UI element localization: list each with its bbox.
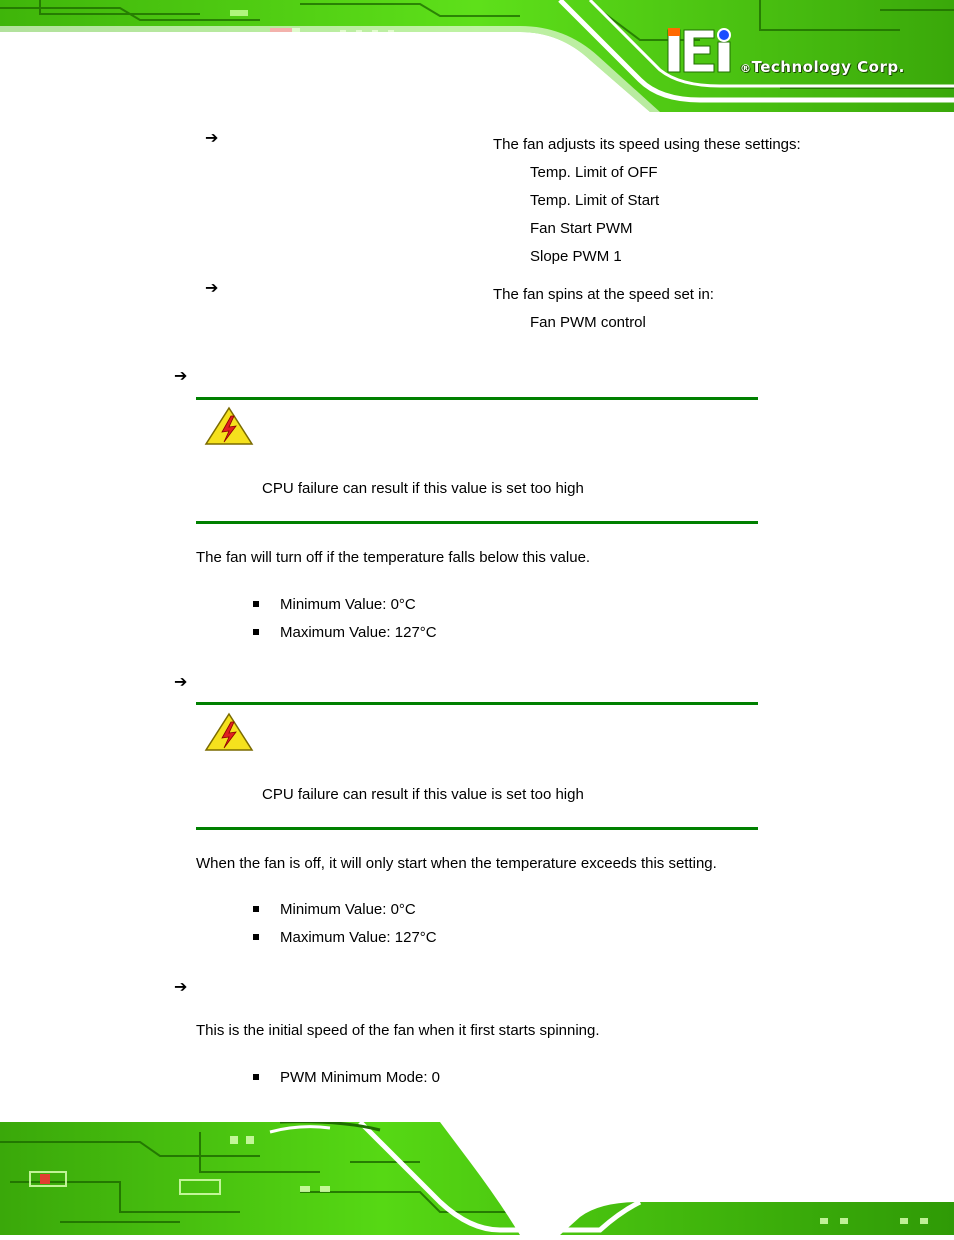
option-description: The fan adjusts its speed using these settings: [493, 136, 801, 153]
setting-item: Temp. Limit of OFF [530, 164, 658, 181]
option-description: The fan spins at the speed set in: [493, 286, 714, 303]
warning-bottom-rule [196, 827, 758, 830]
bullet-item: Maximum Value: 127°C [280, 929, 437, 946]
section-description: This is the initial speed of the fan when it first starts spinning. [196, 1022, 600, 1039]
footer-banner [0, 1122, 954, 1235]
warning-icon [204, 406, 254, 446]
circuit-board-footer-graphic [0, 1122, 954, 1235]
section-arrow-icon: ➔ [174, 368, 188, 385]
bullet-marker [253, 601, 259, 607]
warning-text: CPU failure can result if this value is set too high [262, 786, 584, 803]
header-banner [0, 0, 954, 112]
arrow-icon: ➔ [205, 130, 219, 147]
section-arrow-icon: ➔ [174, 674, 188, 691]
bullet-item: Minimum Value: 0°C [280, 901, 416, 918]
section-description: When the fan is off, it will only start when the temperature exceeds this setting. [196, 855, 717, 872]
bullet-marker [253, 1074, 259, 1080]
warning-bottom-rule [196, 521, 758, 524]
setting-item: Fan Start PWM [530, 220, 633, 237]
warning-top-rule [196, 702, 758, 705]
circuit-board-header-graphic [0, 0, 954, 112]
company-logo-text: ®Technology Corp. [740, 58, 905, 76]
warning-icon [204, 712, 254, 752]
bullet-marker [253, 934, 259, 940]
section-description: The fan will turn off if the temperature falls below this value. [196, 549, 591, 566]
bullet-item: Minimum Value: 0°C [280, 596, 416, 613]
setting-item: Fan PWM control [530, 314, 646, 331]
setting-item: Slope PWM 1 [530, 248, 622, 265]
setting-item: Temp. Limit of Start [530, 192, 660, 209]
warning-text: CPU failure can result if this value is set too high [262, 480, 584, 497]
bullet-marker [253, 629, 259, 635]
bullet-marker [253, 906, 259, 912]
bullet-item: Maximum Value: 127°C [280, 624, 437, 641]
bullet-item: PWM Minimum Mode: 0 [280, 1069, 441, 1086]
arrow-icon: ➔ [205, 280, 219, 297]
section-arrow-icon: ➔ [174, 979, 188, 996]
warning-top-rule [196, 397, 758, 400]
